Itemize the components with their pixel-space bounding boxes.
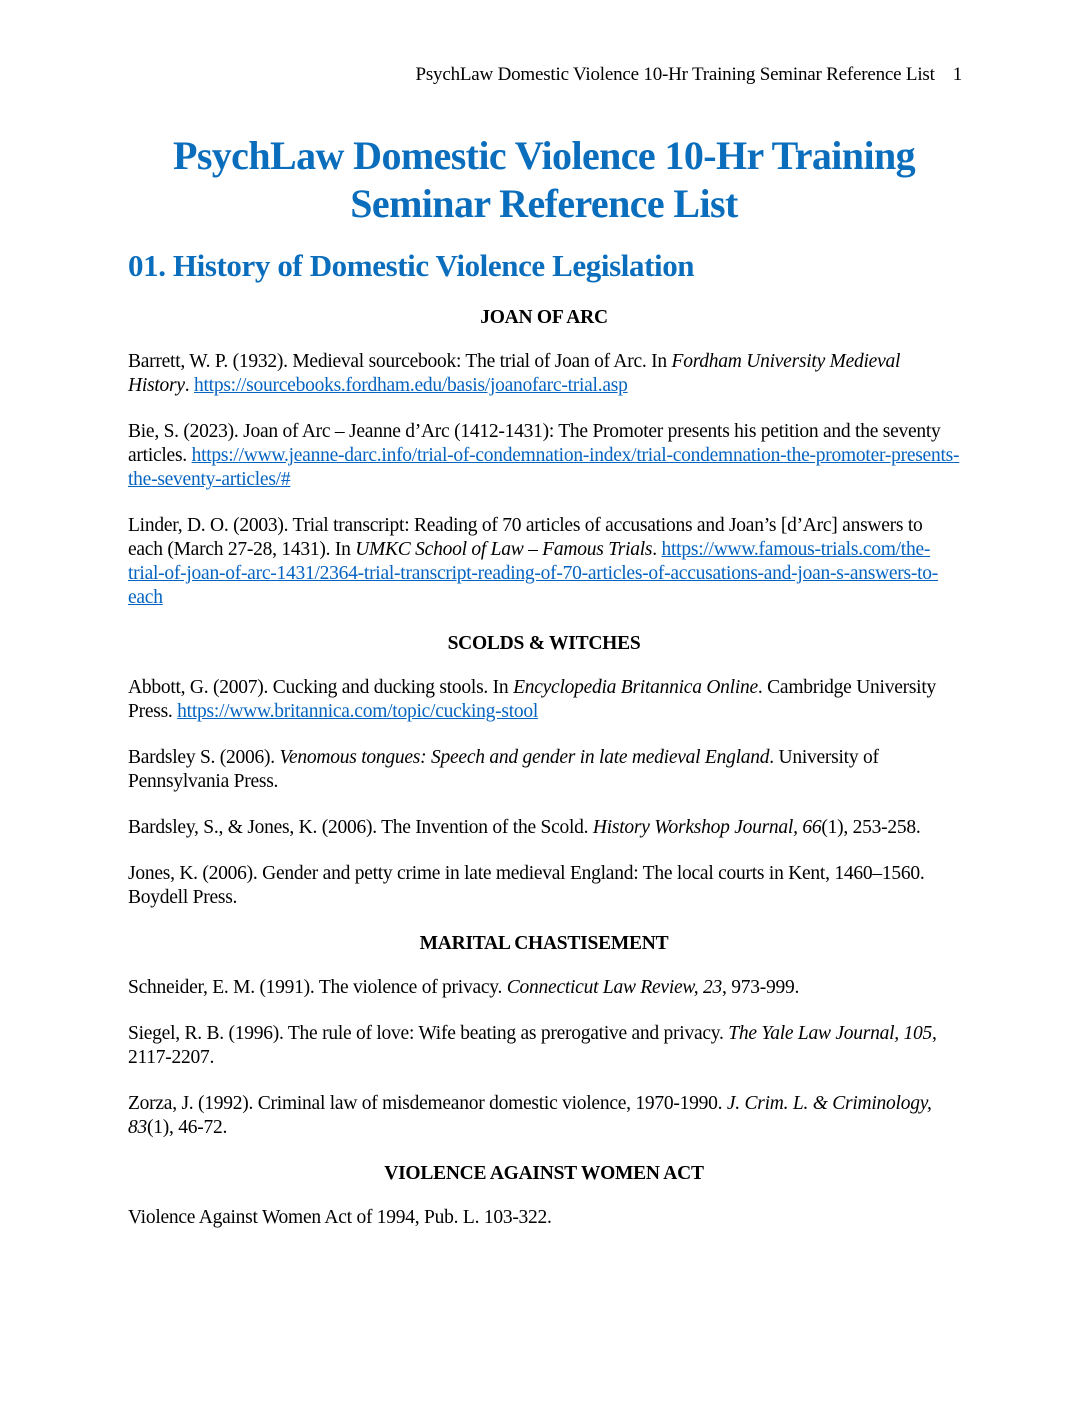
reference-entry bbox=[128, 514, 960, 610]
subsection-heading: MARITAL CHASTISEMENT bbox=[419, 933, 669, 954]
reference-source-italic: Encyclopedia Britannica Online bbox=[513, 677, 758, 698]
reference-text: Linder, D. O. (2003). Trial transcript: Reading of 70 articles of accusations and Joan’s [d’Arc] answers to each (March 27-28, 1431). In bbox=[128, 515, 923, 560]
reference-text: Bardsley, S., & Jones, K. (2006). The Invention of the Scold. bbox=[128, 817, 593, 838]
reference-source-italic: History Workshop Journal, 66 bbox=[592, 817, 822, 838]
subsection-heading: SCOLDS & WITCHES bbox=[447, 633, 641, 654]
reference-text: Zorza, J. (1992). Criminal law of misdemeanor domestic violence, 1970-1990. bbox=[128, 1093, 727, 1114]
reference-source-italic: Connecticut Law Review, 23 bbox=[506, 977, 722, 998]
reference-link[interactable]: https://www.britannica.com/topic/cucking-stool bbox=[177, 701, 539, 722]
page-number: 1 bbox=[952, 64, 962, 85]
reference-entry bbox=[128, 862, 960, 910]
reference-text: . bbox=[184, 375, 194, 396]
reference-source-italic: UMKC School of Law – Famous Trials bbox=[355, 539, 653, 560]
reference-text: Abbott, G. (2007). Cucking and ducking stools. In bbox=[128, 677, 514, 698]
reference-source-italic: The Yale Law Journal, 105 bbox=[728, 1023, 933, 1044]
reference-entry bbox=[128, 676, 960, 724]
reference-source-italic: Fordham University Medieval History bbox=[128, 351, 901, 396]
reference-entry bbox=[128, 976, 960, 1000]
reference-text: Schneider, E. M. (1991). The violence of privacy. bbox=[128, 977, 507, 998]
reference-text: Violence Against Women Act of 1994, Pub. L. 103-322. bbox=[128, 1207, 552, 1228]
reference-text: . Cambridge University Press. bbox=[128, 677, 937, 722]
reference-source-italic: Venomous tongues: Speech and gender in late medieval England bbox=[279, 747, 770, 768]
reference-entry bbox=[128, 816, 960, 840]
reference-entry bbox=[128, 420, 960, 492]
reference-entry bbox=[128, 350, 960, 398]
reference-link[interactable]: https://www.famous-trials.com/the-trial-of-joan-of-arc-1431/2364-trial-transcript-reading-of-70-articles-of-accusations-and-joan-s-answers-to-each bbox=[128, 539, 939, 608]
reference-text: . bbox=[652, 539, 662, 560]
reference-text: Jones, K. (2006). Gender and petty crime in late medieval England: The local courts in Kent, 1460–1560. Boydell Press. bbox=[128, 863, 925, 908]
reference-entry bbox=[128, 1022, 960, 1070]
reference-entry bbox=[128, 1092, 960, 1140]
reference-text: Siegel, R. B. (1996). The rule of love: Wife beating as prerogative and privacy. bbox=[128, 1023, 729, 1044]
reference-text: (1), 253-258. bbox=[821, 817, 921, 838]
reference-text: Barrett, W. P. (1932). Medieval sourcebook: The trial of Joan of Arc. In bbox=[128, 351, 672, 372]
reference-text: . University of Pennsylvania Press. bbox=[128, 747, 879, 792]
document-title: PsychLaw Domestic Violence 10-Hr Training Seminar Reference List bbox=[172, 133, 916, 226]
reference-link[interactable]: https://www.jeanne-darc.info/trial-of-condemnation-index/trial-condemnation-the-promoter-presents-the-seventy-articles/# bbox=[128, 445, 960, 490]
running-header-title: PsychLaw Domestic Violence 10-Hr Training Seminar Reference List bbox=[415, 64, 935, 85]
reference-entry bbox=[128, 746, 960, 794]
reference-source-italic: J. Crim. L. & Criminology, 83 bbox=[128, 1093, 932, 1138]
running-header bbox=[416, 64, 963, 86]
reference-text: Bie, S. (2023). Joan of Arc – Jeanne d’Arc (1412-1431): The Promoter presents his petition and the seventy articles. bbox=[128, 421, 941, 466]
reference-list bbox=[128, 306, 960, 1252]
reference-text: (1), 46-72. bbox=[147, 1117, 228, 1138]
reference-entry bbox=[128, 1206, 960, 1230]
subsection-heading: VIOLENCE AGAINST WOMEN ACT bbox=[384, 1163, 704, 1184]
section-heading: 01. History of Domestic Violence Legislation bbox=[128, 248, 695, 283]
reference-link[interactable]: https://sourcebooks.fordham.edu/basis/joanofarc-trial.asp bbox=[194, 375, 628, 396]
subsection-heading: JOAN OF ARC bbox=[480, 307, 608, 328]
reference-text: , 2117-2207. bbox=[128, 1023, 937, 1068]
reference-text: Bardsley S. (2006). bbox=[128, 747, 280, 768]
reference-text: , 973-999. bbox=[721, 977, 800, 998]
